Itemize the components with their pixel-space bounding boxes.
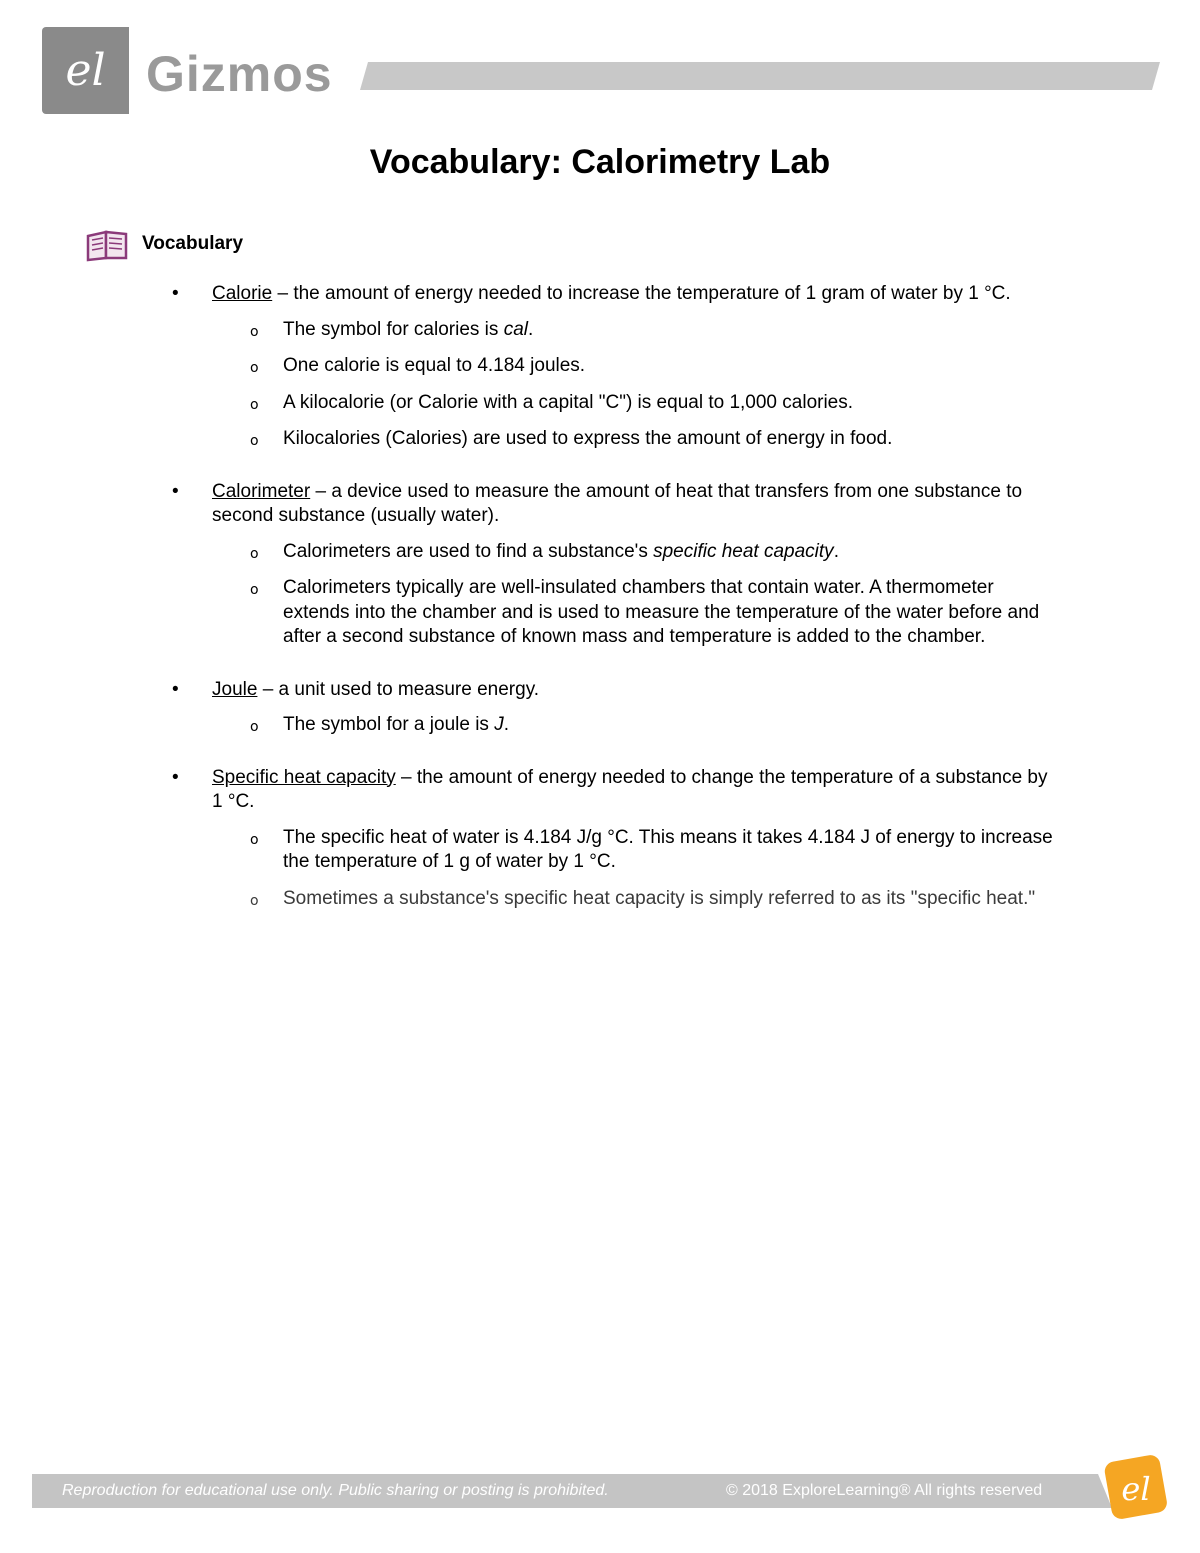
sub-item: o A kilocalorie (or Calorie with a capital "C") is equal to 1,000 calories. (250, 391, 854, 413)
sub-item: o Calorimeters typically are well-insulated chambers that contain water. A thermometer extends into the chamber and is used to measure the temperature of the water before and after a second substance of known mass and temperature is added to the chamber. (250, 577, 1040, 647)
gizmos-logo (42, 27, 129, 114)
term-name: Specific heat capacity (212, 766, 396, 788)
sub-item: o Sometimes a substance's specific heat capacity is simply referred to as its "specific heat." (250, 887, 1036, 909)
term-name: Joule (212, 678, 258, 700)
term-name: Calorie (212, 283, 273, 304)
sub-item: o The symbol for calories is cal. (250, 318, 534, 340)
term-item-joule (172, 678, 1062, 738)
logo-mark: el (65, 45, 106, 96)
section-label: Vocabulary (142, 233, 244, 254)
term-definition: – the amount of energy needed to change the temperature of a substance by 1 °C. (212, 766, 1048, 812)
term-item-calorie (172, 282, 1062, 452)
explorelearning-logo-icon (1100, 1452, 1172, 1524)
term-definition: – a device used to measure the amount of heat that transfers from one substance to second substance (usually water). (212, 480, 1023, 526)
header-bar (360, 62, 1160, 90)
sub-item: o The symbol for a joule is J. (250, 714, 509, 735)
book-icon (84, 228, 130, 262)
term-item-calorimeter (172, 480, 1062, 650)
sub-item: o One calorie is equal to 4.184 joules. (250, 355, 586, 376)
term-name: Calorimeter (212, 480, 311, 502)
sub-item: o Kilocalories (Calories) are used to express the amount of energy in food. (250, 428, 893, 449)
footer-copyright: © 2018 ExploreLearning® All rights reserved (726, 1482, 1043, 1499)
page-title: Vocabulary: Calorimetry Lab (369, 143, 831, 181)
term-item-specific-heat-capacity (172, 766, 1062, 912)
brand-name: Gizmos (146, 46, 333, 102)
term-definition: – a unit used to measure energy. (257, 678, 540, 700)
term-definition: – the amount of energy needed to increase the temperature of 1 gram of water by 1 °C. (272, 283, 1011, 304)
svg-text:el: el (1121, 1470, 1151, 1508)
sub-item: o The specific heat of water is 4.184 J/g °C. This means it takes 4.184 J of energy to increase the temperature of 1 g of water by 1 °C. (250, 826, 1053, 872)
footer-notice: Reproduction for educational use only. Public sharing or posting is prohibited. (62, 1482, 609, 1499)
sub-item: o Calorimeters are used to find a substance's specific heat capacity. (250, 540, 839, 562)
vocabulary-list (172, 282, 1062, 939)
